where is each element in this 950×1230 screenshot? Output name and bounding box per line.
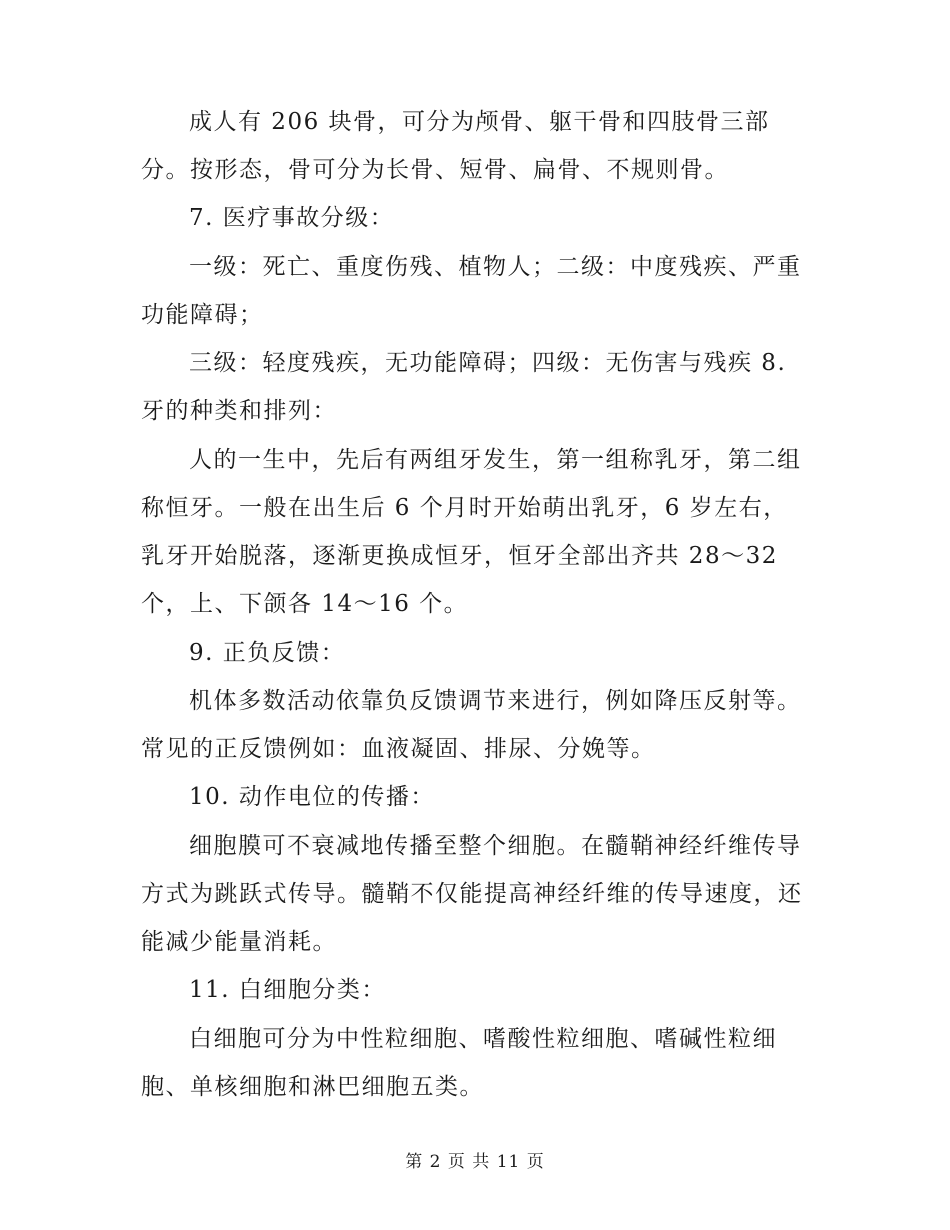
section-heading: 牙的种类和排列： xyxy=(141,398,337,424)
text-line: 白细胞可分为中性粒细胞、嗜酸性粒细胞、嗜碱性粒细 xyxy=(189,1026,777,1052)
text-line: 方式为跳跃式传导。髓鞘不仅能提高神经纤维的传导速度，还 xyxy=(141,881,803,907)
text-line: 称恒牙。一般在出生后 6 个月时开始萌出乳牙，6 岁左右， xyxy=(141,495,788,521)
text-line: 功能障碍； xyxy=(141,302,264,328)
text-line: 成人有 206 块骨，可分为颅骨、躯干骨和四肢骨三部 xyxy=(189,109,770,135)
text-line: 常见的正反馈例如：血液凝固、排尿、分娩等。 xyxy=(141,736,656,762)
text-line: 机体多数活动依靠负反馈调节来进行，例如降压反射等。 xyxy=(189,688,802,714)
section-heading: 7. 医疗事故分级： xyxy=(189,205,395,231)
text-line: 能减少能量消耗。 xyxy=(141,929,337,955)
text-line: 一级：死亡、重度伤残、植物人；二级：中度残疾、严重 xyxy=(189,254,802,280)
text-line: 分。按形态，骨可分为长骨、短骨、扁骨、不规则骨。 xyxy=(141,157,729,183)
text-line: 人的一生中，先后有两组牙发生，第一组称乳牙，第二组 xyxy=(189,447,802,473)
text-line: 三级：轻度残疾，无功能障碍；四级：无伤害与残疾 8. xyxy=(189,350,787,376)
text-line: 乳牙开始脱落，逐渐更换成恒牙，恒牙全部出齐共 28～32 xyxy=(141,543,778,569)
page-number-footer: 第 2 页 共 11 页 xyxy=(405,1152,545,1172)
text-line: 个，上、下颌各 14～16 个。 xyxy=(141,591,469,617)
section-heading: 10. 动作电位的传播： xyxy=(189,784,435,810)
text-line: 胞、单核细胞和淋巴细胞五类。 xyxy=(141,1074,484,1100)
section-heading: 9. 正负反馈： xyxy=(189,640,346,666)
section-heading: 11. 白细胞分类： xyxy=(189,977,386,1003)
text-line: 细胞膜可不衰减地传播至整个细胞。在髓鞘神经纤维传导 xyxy=(189,833,802,859)
